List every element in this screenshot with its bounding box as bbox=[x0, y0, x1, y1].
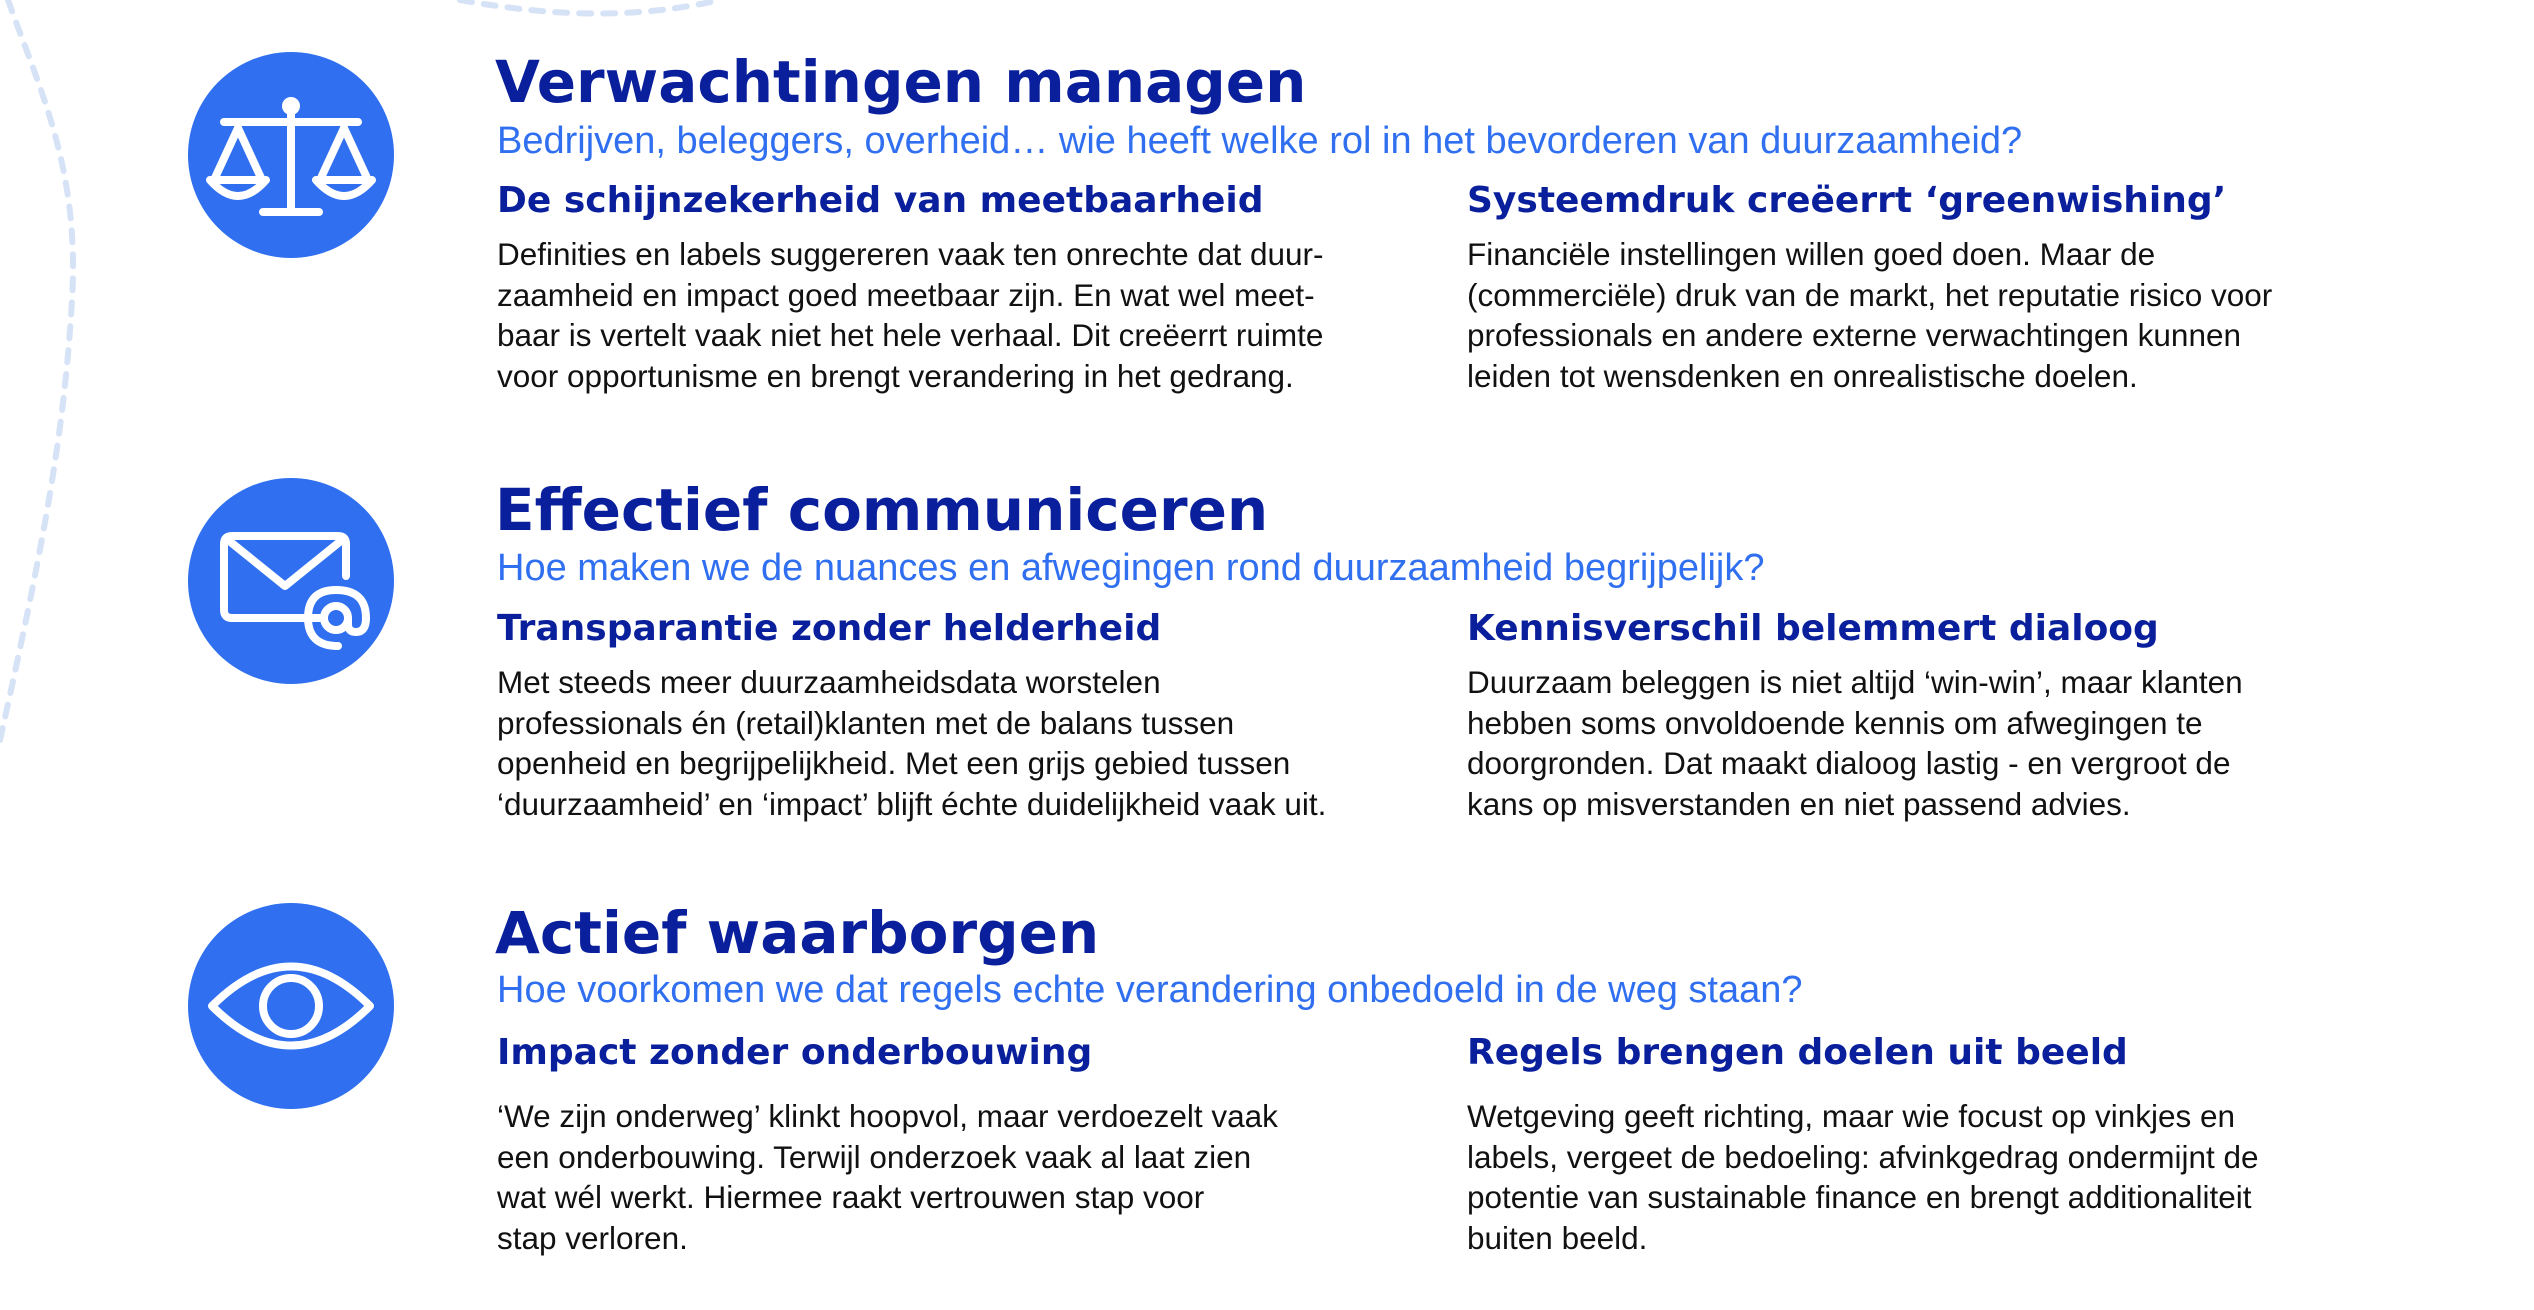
body-line: wat wél werkt. Hiermee raakt vertrouwen stap voor bbox=[497, 1179, 1205, 1215]
body-line: ‘We zijn onderweg’ klinkt hoopvol, maar verdoezelt vaak bbox=[497, 1098, 1278, 1134]
column-heading: De schijnzekerheid van meetbaarheid bbox=[497, 180, 1264, 221]
body-line: professionals en andere externe verwachtingen kunnen bbox=[1467, 317, 2242, 353]
body-line: baar is vertelt vaak niet het hele verhaal. Dit creëerrt ruimte bbox=[497, 317, 1324, 353]
section-subtitle: Hoe maken we de nuances en afwegingen rond duurzaamheid begrijpelijk? bbox=[497, 547, 1765, 589]
body-line: ‘duurzaamheid’ en ‘impact’ blijft échte duidelijkheid vaak uit. bbox=[497, 785, 1327, 822]
column-right bbox=[1467, 1030, 2397, 1258]
body-line: Met steeds meer duurzaamheidsdata worstelen bbox=[497, 664, 1161, 700]
body-line: een onderbouwing. Terwijl onderzoek vaak al laat zien bbox=[497, 1138, 1252, 1175]
column-heading: Systeemdruk creëerrt ‘greenwishing’ bbox=[1467, 180, 2227, 221]
body-line: Duurzaam beleggen is niet altijd ‘win-win’, maar klanten bbox=[1467, 664, 2243, 700]
section-subtitle: Hoe voorkomen we dat regels echte verandering onbedoeld in de weg staan? bbox=[497, 969, 1803, 1011]
body-line: zaamheid en impact goed meetbaar zijn. En wat wel meet- bbox=[497, 276, 1315, 313]
column-heading: Transparantie zonder helderheid bbox=[497, 608, 1162, 649]
email-icon bbox=[188, 478, 394, 684]
column-body bbox=[1467, 1096, 2397, 1258]
column-left bbox=[497, 178, 1427, 396]
column-body bbox=[497, 1096, 1427, 1258]
column-right bbox=[1467, 178, 2397, 396]
body-line: Financiële instellingen willen goed doen. Maar de bbox=[1467, 236, 2156, 272]
column-body bbox=[1467, 234, 2397, 396]
body-line: labels, vergeet de bedoeling: afvinkgedrag ondermijnt de bbox=[1467, 1138, 2259, 1175]
section-title: Effectief communiceren bbox=[495, 476, 1269, 544]
body-line: Definities en labels suggereren vaak ten onrechte dat duur- bbox=[497, 236, 1324, 272]
body-line: Wetgeving geeft richting, maar wie focust op vinkjes en bbox=[1467, 1098, 2236, 1134]
section-subtitle: Bedrijven, beleggers, overheid… wie heeft welke rol in het bevorderen van duurzaamheid? bbox=[497, 120, 2023, 162]
section-title: Verwachtingen managen bbox=[495, 48, 1307, 116]
column-body bbox=[1467, 662, 2397, 824]
scales-icon bbox=[188, 52, 394, 258]
column-body bbox=[497, 234, 1427, 396]
column-left bbox=[497, 1030, 1427, 1258]
section-title: Actief waarborgen bbox=[495, 899, 1100, 967]
column-heading: Impact zonder onderbouwing bbox=[497, 1032, 1093, 1073]
eye-icon bbox=[188, 903, 394, 1109]
body-line: leiden tot wensdenken en onrealistische doelen. bbox=[1467, 357, 2138, 394]
body-line: kans op misverstanden en niet passend advies. bbox=[1467, 785, 2131, 822]
body-line: openheid en begrijpelijkheid. Met een grijs gebied tussen bbox=[497, 745, 1291, 781]
body-line: stap verloren. bbox=[497, 1219, 688, 1256]
column-heading: Regels brengen doelen uit beeld bbox=[1467, 1032, 2128, 1073]
body-line: voor opportunisme en brengt verandering in het gedrang. bbox=[497, 357, 1294, 394]
body-line: doorgronden. Dat maakt dialoog lastig - en vergroot de bbox=[1467, 745, 2231, 781]
body-line: potentie van sustainable finance en brengt additionaliteit bbox=[1467, 1179, 2252, 1215]
body-line: hebben soms onvoldoende kennis om afwegingen te bbox=[1467, 704, 2203, 741]
body-line: (commerciële) druk van de markt, het reputatie risico voor bbox=[1467, 276, 2273, 313]
column-heading: Kennisverschil belemmert dialoog bbox=[1467, 608, 2159, 649]
column-left bbox=[497, 606, 1427, 824]
column-body bbox=[497, 662, 1427, 824]
body-line: professionals én (retail)klanten met de balans tussen bbox=[497, 704, 1235, 741]
column-right bbox=[1467, 606, 2397, 824]
body-line: buiten beeld. bbox=[1467, 1219, 1648, 1256]
